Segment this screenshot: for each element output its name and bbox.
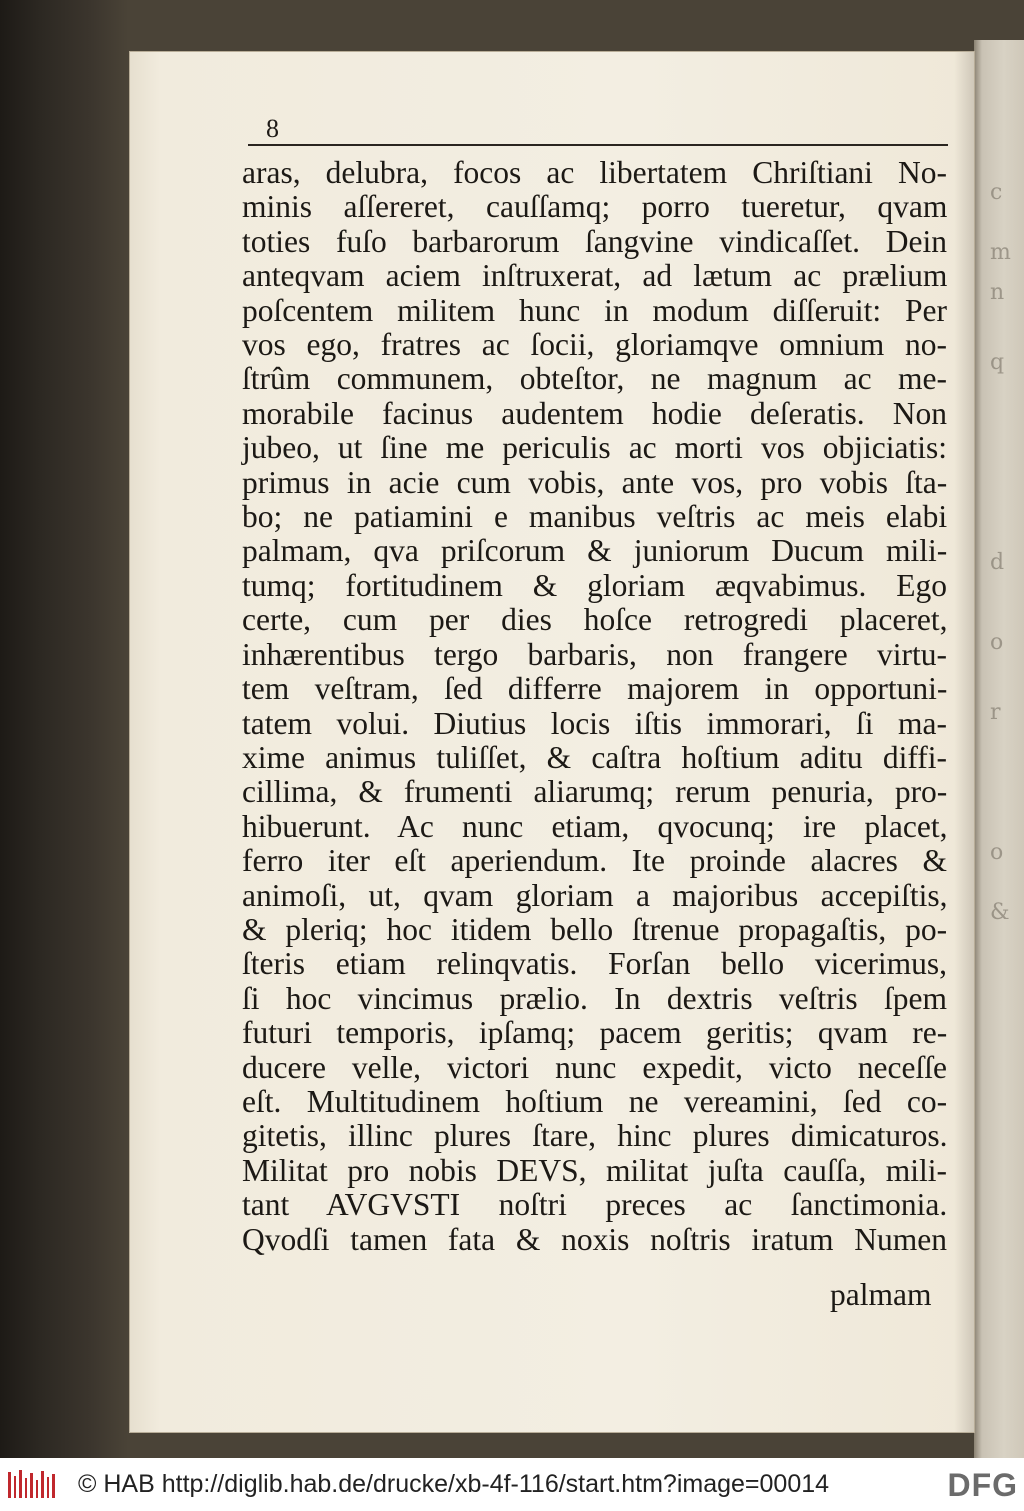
text-line: morabile facinus audentem hodie deſeratis. Non [242,395,947,431]
text-line: ferro iter eſt aperiendum. Ite proinde alacres & [242,843,947,879]
text-line: cillima, & frumenti aliarumq; rerum penuria, pro- [242,774,948,810]
text-line: ducere velle, victori nunc expedit, victo neceſſe [242,1049,947,1085]
text-line: futuri temporis, ipſamq; pacem geritis; qvam re- [242,1015,948,1051]
text-line: ſteris etiam relinqvatis. Forſan bello vicerimus, [242,946,947,982]
dfg-logo: DFG [947,1467,1018,1503]
text-line: palmam, qva priſcorum & juniorum Ducum mili- [242,533,948,569]
text-line: tant AVGVSTI noſtri preces ac ſanctimonia. [242,1187,948,1223]
bleed-through-mark: d [990,550,1005,575]
text-line: gitetis, illinc plures ſtare, hinc plures dimicaturos. [242,1118,948,1154]
text-line: hibuerunt. Ac nunc etiam, qvocunq; ire placet, [242,808,948,844]
header-rule [248,144,948,146]
text-line: tumq; fortitudinem & gloriam æqvabimus. Ego [242,567,947,603]
text-line: aras, delubra, focos ac libertatem Chriſtiani No- [242,155,947,190]
text-line: tatem volui. Diutius locis iſtis immorari, ſi ma- [242,705,947,741]
text-line: poſcentem militem hunc in modum diſſeruit: Per [242,292,947,328]
bleed-through-mark: o [990,840,1004,865]
library-barcode-logo-icon [6,1468,60,1502]
text-line: xime animus tuliſſet, & caſtra hoſtium aditu diffi- [242,739,947,775]
bleed-through-mark: o [990,630,1004,655]
text-line: eſt. Multitudinem hoſtium ne vereamini, ſed co- [242,1083,948,1119]
text-line: bo; ne patiamini e manibus veſtris ac meis elabi [242,499,948,535]
page-content [130,52,974,1432]
text-line: toties fuſo barbarorum ſangvine vindicaſſet. Dein [242,223,947,259]
bleed-through-mark: c [990,180,1003,205]
text-line: & pleriq; hoc itidem bello ſtrenue propagaſtis, po- [242,911,948,947]
text-line: vos ego, fratres ac ſocii, gloriamqve omnium no- [242,327,947,363]
bleed-through-mark: n [990,280,1005,305]
body-text [242,156,947,1257]
text-line: animoſi, ut, qvam gloriam a majoribus accepiſtis, [242,877,948,913]
text-line: Militat pro nobis DEVS, militat juſta cauſſa, mili- [242,1152,947,1188]
page-number: 8 [266,114,279,143]
text-line: primus in acie cum vobis, ante vos, pro vobis ſta- [242,464,948,500]
bleed-through-mark: m [990,240,1011,265]
facing-page-edge [974,40,1024,1458]
footer-bar [0,1458,1024,1511]
catchword: palmam [830,1277,932,1312]
text-line: Qvodſi tamen fata & noxis noſtris iratum Numen [242,1221,948,1257]
text-line: jubeo, ut ſine me periculis ac morti vos objiciatis: [242,430,947,466]
bleed-through-mark: q [990,350,1005,375]
text-line: ſi hoc vincimus prælio. In dextris veſtris ſpem [242,980,947,1016]
text-line: tem veſtram, ſed differre majorem in opportuni- [242,671,948,707]
bleed-through-mark: & [990,900,1010,925]
bleed-through-mark: r [990,700,1001,725]
text-line: minis aſſereret, cauſſamq; porro tueretur, qvam [242,189,948,225]
text-line: inhærentibus tergo barbaris, non frangere virtu- [242,636,947,672]
text-line: certe, cum per dies hoſce retrogredi placeret, [242,602,948,638]
text-line: ſtrûm communem, obteſtor, ne magnum ac me- [242,361,947,397]
footer-credit: © HAB http://diglib.hab.de/drucke/xb-4f-116/start.htm?image=00014 [78,1470,830,1498]
text-line: anteqvam aciem inſtruxerat, ad lætum ac prælium [242,258,948,294]
